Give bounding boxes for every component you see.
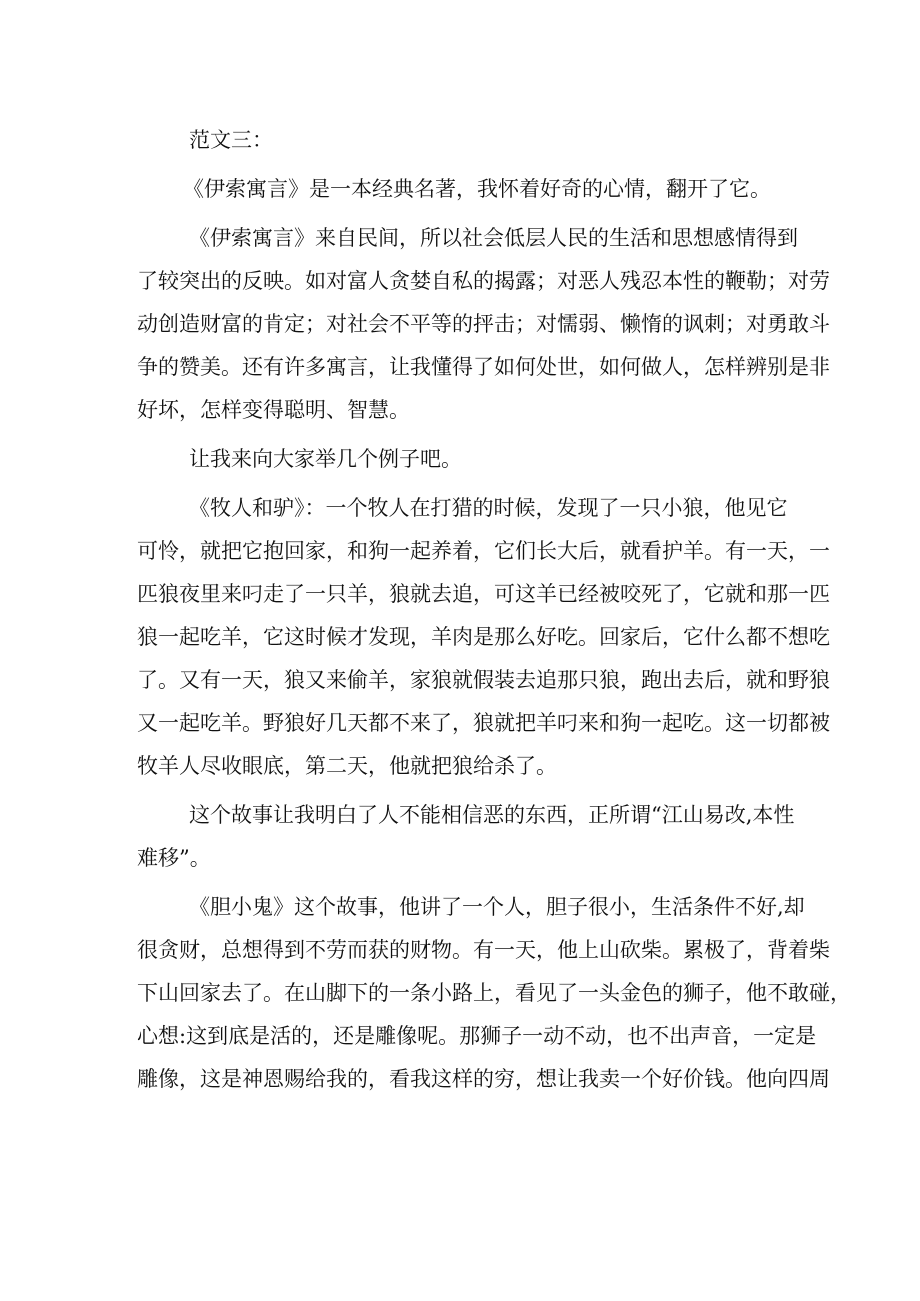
paragraph-examples-intro: 让我来向大家举几个例子吧。 bbox=[189, 447, 462, 471]
text-line: 难移”。 bbox=[137, 846, 211, 870]
text-line: 《伊索寓言》来自民间，所以社会低层人民的生活和思想感情得到 bbox=[189, 226, 798, 250]
text-line: 好坏，怎样变得聪明、智慧。 bbox=[137, 398, 410, 422]
text-line: 又一起吃羊。野狼好几天都不来了，狼就把羊叼来和狗一起吃。这一切都被 bbox=[137, 711, 830, 735]
section-heading: 范文三： bbox=[189, 128, 273, 152]
text-line: 争的赞美。还有许多寓言，让我懂得了如何处世，如何做人，怎样辨别是非 bbox=[137, 355, 830, 379]
text-line: 很贪财，总想得到不劳而获的财物。有一天，他上山砍柴。累极了，背着柴 bbox=[137, 938, 830, 962]
paragraph-intro: 《伊索寓言》是一本经典名著，我怀着好奇的心情，翻开了它。 bbox=[183, 177, 771, 201]
text-line: 可怜，就把它抱回家，和狗一起养着，它们长大后，就看护羊。有一天，一 bbox=[137, 539, 830, 563]
text-line: 《牧人和驴》：一个牧人在打猎的时候，发现了一只小狼，他见它 bbox=[189, 496, 788, 520]
text-line: 雕像，这是神恩赐给我的，看我这样的穷，想让我卖一个好价钱。他向四周 bbox=[137, 1067, 830, 1091]
text-line: 了。又有一天，狼又来偷羊，家狼就假装去追那只狼，跑出去后，就和野狼 bbox=[137, 668, 830, 692]
text-line: 动创造财富的肯定；对社会不平等的抨击；对懦弱、懒惰的讽刺；对勇敢斗 bbox=[137, 312, 830, 336]
paragraph-origin bbox=[137, 217, 830, 432]
text-line: 匹狼夜里来叼走了一只羊，狼就去追，可这羊已经被咬死了，它就和那一匹 bbox=[137, 582, 830, 606]
text-line: 《胆小鬼》这个故事，他讲了一个人，胆子很小，生活条件不好,却 bbox=[189, 895, 805, 919]
paragraph-moral bbox=[137, 794, 795, 880]
text-line: 牧羊人尽收眼底，第二天，他就把狼给杀了。 bbox=[137, 754, 557, 778]
text-line: 这个故事让我明白了人不能相信恶的东西，正所谓“江山易改,本性 bbox=[189, 803, 795, 827]
text-line: 了较突出的反映。如对富人贪婪自私的揭露；对恶人残忍本性的鞭勒；对劳 bbox=[137, 269, 830, 293]
text-line: 狼一起吃羊，它这时候才发现，羊肉是那么好吃。回家后，它什么都不想吃 bbox=[137, 625, 830, 649]
document-body bbox=[137, 119, 851, 1101]
text-line: 下山回家去了。在山脚下的一条小路上，看见了一头金色的狮子，他不敢碰， bbox=[137, 981, 851, 1005]
paragraph-shepherd-story bbox=[137, 487, 830, 788]
paragraph-coward-story bbox=[137, 886, 851, 1101]
text-line: 心想:这到底是活的，还是雕像呢。那狮子一动不动，也不出声音，一定是 bbox=[137, 1024, 817, 1048]
